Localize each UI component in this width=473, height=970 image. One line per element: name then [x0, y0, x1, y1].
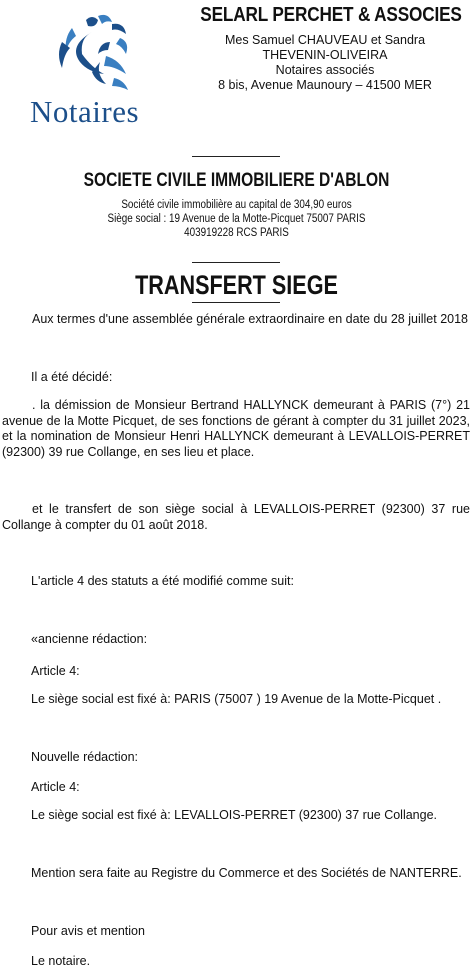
page-title: TRANSFERT SIEGE — [135, 270, 338, 300]
divider — [192, 262, 280, 263]
new-article-label: Article 4: — [31, 780, 80, 794]
signature-line: Le notaire. — [31, 954, 91, 968]
old-article-label: Article 4: — [31, 664, 80, 678]
old-wording-heading: «ancienne rédaction: — [31, 632, 148, 646]
firm-address: 8 bis, Avenue Maunoury – 41500 MER — [218, 78, 432, 92]
divider — [192, 156, 280, 157]
company-name: SOCIETE CIVILE IMMOBILIERE D'ABLON — [83, 170, 390, 191]
new-article-text: Le siège social est fixé à: LEVALLOIS-PERRET (92300) 37 rue Collange. — [31, 808, 438, 822]
new-wording-heading: Nouvelle rédaction: — [31, 750, 139, 764]
company-block — [0, 170, 473, 240]
firm-header — [180, 4, 470, 93]
divider — [192, 302, 280, 303]
company-address: Siège social : 19 Avenue de la Motte-Picquet 75007 PARIS — [107, 213, 366, 225]
registry-mention: Mention sera faite au Registre du Commerce et des Sociétés de NANTERRE. — [31, 866, 462, 880]
old-article-text: Le siège social est fixé à: PARIS (75007 ) 19 Avenue de la Motte-Picquet . — [31, 692, 442, 706]
firm-notaries: Mes Samuel CHAUVEAU et Sandra — [224, 33, 426, 47]
decided-label: Il a été décidé: — [31, 370, 113, 384]
intro-paragraph: Aux termes d'une assemblée générale extraordinaire en date du 28 juillet 2018 — [32, 312, 468, 326]
firm-name: SELARL PERCHET & ASSOCIES — [200, 4, 462, 26]
firm-title: Notaires associés — [275, 63, 375, 77]
resignation-paragraph: . la démission de Monsieur Bertrand HALLYNCK demeurant à PARIS (7°) 21 avenue de la Motte Picquet, de ses fonctions de gérant à compter du 31 juillet 2023, et la nomination de Monsieur Henri HALLYNCK demeurant à LEVALLOIS-PERRET (92300) 39 rue Collange, en ses lieu et place. — [2, 398, 470, 459]
firm-notaries-cont: THEVENIN-OLIVEIRA — [262, 48, 388, 62]
transfer-paragraph: et le transfert de son siège social à LEVALLOIS-PERRET (92300) 37 rue Collange à compter du 01 août 2018. — [2, 502, 470, 532]
logo-wordmark: Notaires — [30, 94, 140, 129]
closing-line: Pour avis et mention — [31, 924, 145, 938]
marianne-figure-icon — [26, 12, 176, 102]
company-type: Société civile immobilière au capital de 304,90 euros — [121, 199, 352, 211]
article-modified-text: L'article 4 des statuts a été modifié comme suit: — [31, 574, 294, 588]
company-rcs: 403919228 RCS PARIS — [184, 227, 289, 239]
notaires-logo — [26, 12, 176, 134]
